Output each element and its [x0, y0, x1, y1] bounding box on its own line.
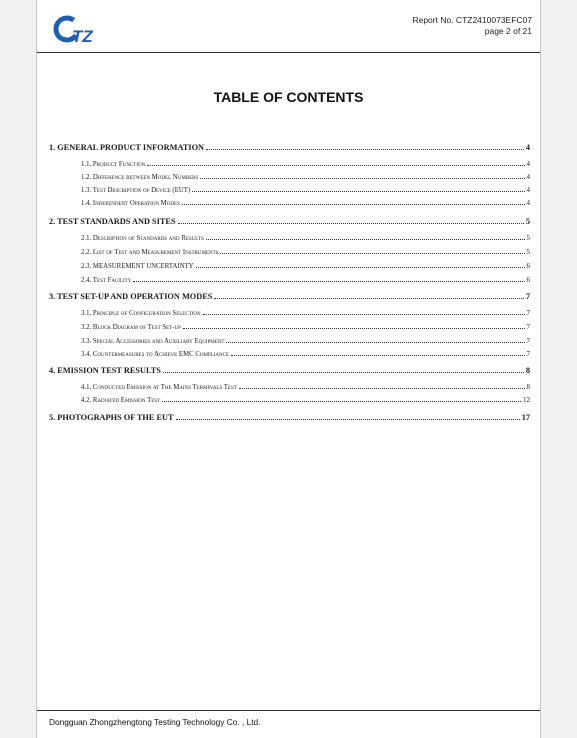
dot-leader	[192, 190, 524, 192]
toc-entry-label: 2.3. MEASUREMENT UNCERTAINTY	[81, 263, 194, 270]
toc-entry-label: 1.3. Test Description of Device (EUT)	[81, 187, 191, 194]
toc-subsection-entry[interactable]	[49, 350, 530, 358]
dot-leader	[133, 280, 524, 282]
dot-leader	[203, 313, 525, 315]
toc-entry-page: 5	[525, 217, 530, 226]
dot-leader	[176, 418, 520, 420]
dot-leader	[231, 354, 524, 356]
toc-entry-label: 3.4. Countermeasures to Achieve EMC Compliance	[81, 351, 230, 358]
toc-entry-page: 7	[526, 350, 530, 358]
toc-entry-page: 6	[526, 262, 530, 270]
dot-leader	[206, 238, 525, 240]
dot-leader	[239, 387, 525, 389]
toc-entry-page: 4	[526, 199, 530, 207]
dot-leader	[178, 222, 524, 224]
toc-subsection-entry[interactable]	[49, 309, 530, 317]
toc-entry-label: 3.2. Block Diagram of Test Set-up	[81, 324, 181, 331]
dot-leader	[163, 371, 524, 373]
dot-leader	[226, 341, 524, 343]
toc-entry-page: 4	[526, 186, 530, 194]
toc-subsection-entry[interactable]	[49, 234, 530, 242]
toc-subsection-entry[interactable]	[49, 248, 530, 256]
dot-leader	[147, 164, 524, 166]
toc-entry-page: 8	[525, 366, 530, 375]
toc-entry-page: 7	[526, 337, 530, 345]
toc-entry-page: 5	[526, 234, 530, 242]
toc-entry-page: 12	[523, 396, 530, 404]
toc-entry-page: 17	[521, 413, 530, 422]
toc-subsection-entry[interactable]	[49, 337, 530, 345]
toc-section-entry[interactable]	[49, 413, 530, 422]
page-title: TABLE OF CONTENTS	[213, 89, 364, 105]
toc-subsection-entry[interactable]	[49, 173, 530, 181]
toc-subsection-entry[interactable]	[49, 199, 530, 207]
toc-entry-label: 2.1. Description of Standards and Results	[81, 235, 204, 242]
dot-leader	[196, 266, 525, 268]
page-number: page 2 of 21	[484, 26, 532, 36]
dot-leader	[200, 177, 524, 179]
toc-entry-page: 8	[526, 383, 530, 391]
toc-subsection-entry[interactable]	[49, 160, 530, 168]
toc-subsection-entry[interactable]	[49, 276, 530, 284]
toc-subsection-entry[interactable]	[49, 186, 530, 194]
toc-entry-label: 2.4. Test Facility	[81, 277, 132, 284]
toc-section-entry[interactable]	[49, 366, 530, 375]
toc-entry-label: 1.4. Independent Operation Modes	[81, 200, 180, 207]
toc-entry-label: 1.2. Difference between Model Numbers	[81, 174, 199, 181]
report-number: Report No. CTZ2410073EFC07	[412, 15, 532, 25]
toc-subsection-entry[interactable]	[49, 383, 530, 391]
toc-entry-label: 2. TEST STANDARDS AND SITES	[49, 217, 176, 226]
toc-entry-page: 5	[526, 248, 530, 256]
toc-entry-label: 4.1. Conducted Emission at The Mains Terminals Test	[81, 384, 237, 391]
toc-entry-label: 1. GENERAL PRODUCT INFORMATION	[49, 143, 205, 152]
toc-section-entry[interactable]	[49, 217, 530, 226]
toc-entry-label: 3. TEST SET-UP AND OPERATION MODES	[49, 292, 213, 301]
toc-section-entry[interactable]	[49, 292, 530, 301]
toc-entry-label: 3.3. Special Accessories and Auxiliary Equipment	[81, 338, 225, 345]
toc-section-entry[interactable]	[49, 143, 530, 152]
toc-entry-page: 7	[526, 309, 530, 317]
svg-text:TZ: TZ	[72, 27, 93, 46]
toc-subsection-entry[interactable]	[49, 396, 530, 404]
toc-entry-page: 4	[526, 173, 530, 181]
dot-leader	[214, 297, 523, 299]
toc-entry-label: 4. EMISSION TEST RESULTS	[49, 366, 161, 375]
toc-subsection-entry[interactable]	[49, 262, 530, 270]
dot-leader	[183, 327, 525, 329]
dot-leader	[206, 148, 524, 150]
header-divider	[37, 52, 540, 53]
toc-entry-label: 5. PHOTOGRAPHS OF THE EUT	[49, 413, 174, 422]
footer-divider	[37, 710, 540, 711]
toc-entry-page: 4	[526, 160, 530, 168]
ctz-logo-icon	[51, 12, 103, 48]
toc-entry-label: 3.1. Principle of Configuration Selection	[81, 310, 201, 317]
toc-entry-page: 7	[525, 292, 530, 301]
document-page	[36, 0, 541, 738]
toc-entry-page: 6	[526, 276, 530, 284]
toc-entry-label: 1.1. Product Function	[81, 161, 146, 168]
dot-leader	[182, 203, 525, 205]
toc-entry-label: 4.2. Radiated Emission Test	[81, 397, 161, 404]
dot-leader	[162, 400, 521, 402]
toc-subsection-entry[interactable]	[49, 323, 530, 331]
dot-leader	[220, 252, 524, 254]
toc-entry-page: 4	[525, 143, 530, 152]
toc-entry-label: 2.2. List of Test and Measurement Instruments	[81, 249, 219, 256]
toc-entry-page: 7	[526, 323, 530, 331]
footer-company: Dongguan Zhongzhengtong Testing Technology Co. , Ltd.	[49, 717, 261, 727]
